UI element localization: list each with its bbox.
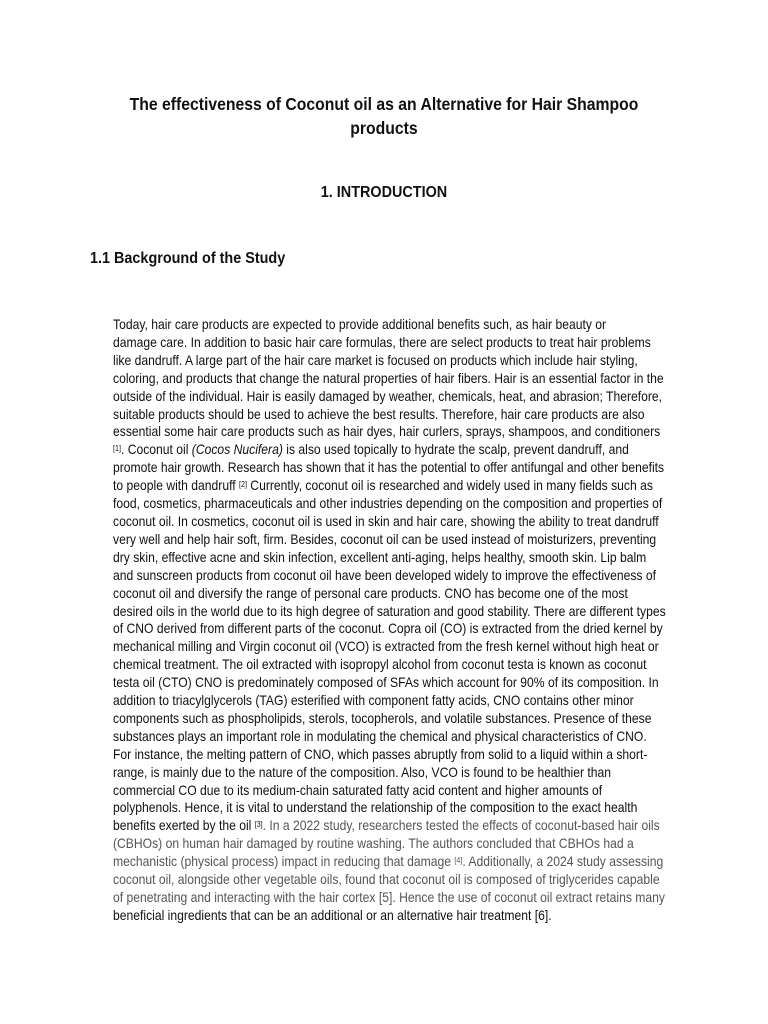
citation-marker: [3]	[254, 820, 263, 830]
subsection-heading: 1.1 Background of the Study	[90, 250, 286, 267]
title-line-1: The effectiveness of Coconut oil as an Alternative for Hair Shampoo	[129, 94, 639, 114]
paragraph-line: For instance, the melting pattern of CNO, which passes abruptly from solid to a liquid within a short-	[113, 746, 648, 762]
paragraph-line: dry skin, effective acne and skin infection, excellent anti-aging, helps healthy, smooth skin. Lip balm	[113, 549, 647, 565]
paragraph-line	[113, 441, 676, 459]
paragraph-line: damage care. In addition to basic hair care formulas, there are select products to treat hair problems	[113, 334, 651, 350]
paragraph-line: range, is mainly due to the nature of the composition. Also, VCO is found to be healthier than	[113, 764, 612, 780]
line-text: Currently, coconut oil is researched and widely used in many fields such as	[246, 478, 653, 494]
section-heading: 1. INTRODUCTION	[320, 184, 448, 201]
paragraph-line: (CBHOs) on human hair damaged by routine washing. The authors concluded that CBHOs had a	[113, 836, 634, 852]
paragraph-line: substances plays an important role in modulating the chemical and physical characteristics of CNO.	[113, 728, 647, 744]
paragraph-line	[113, 817, 676, 835]
paragraph-line: food, cosmetics, pharmaceuticals and other industries depending on the composition and properties of	[113, 496, 663, 512]
paragraph-line: testa oil (CTO) CNO is predominately composed of SFAs which account for 90% of its composition. In	[113, 675, 659, 691]
document-title	[119, 92, 648, 140]
paragraph-line: suitable products should be used to achieve the best results. Therefore, hair care products are also	[113, 406, 645, 422]
body-paragraph	[113, 316, 676, 925]
paragraph-line: addition to triacylglycerols (TAG) esterified with component fatty acids, CNO contains other minor	[113, 693, 634, 709]
paragraph-line: outside of the individual. Hair is easily damaged by weather, chemicals, heat, and abrasion; Therefore,	[113, 388, 663, 404]
paragraph-line	[113, 853, 676, 871]
paragraph-line: essential some hair care products such as hair dyes, hair curlers, sprays, shampoos, and conditioners	[113, 424, 661, 440]
species-name: (Cocos Nucifera)	[191, 442, 283, 458]
line-text: benefits exerted by the oil	[113, 818, 255, 834]
citation-marker: [1]	[113, 444, 121, 454]
paragraph-line: polyphenols. Hence, it is vital to understand the relationship of the composition to the exact health	[113, 800, 638, 816]
paragraph-line: of penetrating and interacting with the hair cortex [5]. Hence the use of coconut oil extract retains many	[113, 890, 665, 905]
paragraph-line: Today, hair care products are expected to provide additional benefits such, as hair beauty or	[113, 317, 607, 332]
paragraph-line: mechanical milling and Virgin coconut oil (VCO) is extracted from the fresh kernel without high heat or	[113, 639, 659, 655]
citation-marker: [4]	[454, 856, 463, 866]
paragraph-line: like dandruff. A large part of the hair care market is focused on products which include hair styling,	[113, 352, 638, 368]
paragraph-line: chemical treatment. The oil extracted with isopropyl alcohol from coconut testa is known as coconut	[113, 657, 647, 673]
paragraph-line: desired oils in the world due to its high degree of saturation and good stability. There are different types	[113, 603, 666, 619]
paragraph-line: coloring, and products that change the natural properties of hair fibers. Hair is an essential factor in the	[113, 370, 664, 386]
paragraph-line: of CNO derived from different parts of the coconut. Copra oil (CO) is extracted from the dried kernel by	[113, 621, 663, 637]
line-text: . In a 2022 study, researchers tested the effects of coconut-based hair oils	[262, 818, 660, 834]
paragraph-line: components such as phospholipids, sterols, tocopherols, and volatile substances. Presence of these	[113, 710, 652, 726]
line-text: . Coconut oil	[120, 442, 192, 458]
paragraph-line: coconut oil and diversify the range of personal care products. CNO has become one of the most	[113, 585, 628, 601]
line-text: mechanistic (physical process) impact in reducing that damage	[113, 854, 455, 870]
paragraph-line: coconut oil. In cosmetics, coconut oil is used in skin and hair care, showing the ability to treat dandruff	[113, 513, 659, 529]
paragraph-line: and sunscreen products from coconut oil have been developed widely to improve the effectiveness of	[113, 567, 656, 583]
paragraph-line	[113, 477, 676, 495]
citation-marker: [2]	[238, 480, 247, 490]
title-line-2: products	[350, 118, 418, 138]
paragraph-line: coconut oil, alongside other vegetable oils, found that coconut oil is composed of triglycerides capable	[113, 872, 660, 888]
paragraph-line: promote hair growth. Research has shown that it has the potential to offer antifungal and other benefits	[113, 460, 665, 476]
line-text: to people with dandruff	[113, 478, 239, 494]
line-text: is also used topically to hydrate the scalp, prevent dandruff, and	[282, 442, 629, 458]
paragraph-line: very well and help hair soft, firm. Besides, coconut oil can be used instead of moisturizers, preventing	[113, 531, 657, 547]
paragraph-line: beneficial ingredients that can be an additional or an alternative hair treatment [6].	[113, 907, 552, 923]
paragraph-line: commercial CO due to its medium-chain saturated fatty acid content and higher amounts of	[113, 782, 603, 798]
line-text: . Additionally, a 2024 study assessing	[462, 854, 664, 870]
